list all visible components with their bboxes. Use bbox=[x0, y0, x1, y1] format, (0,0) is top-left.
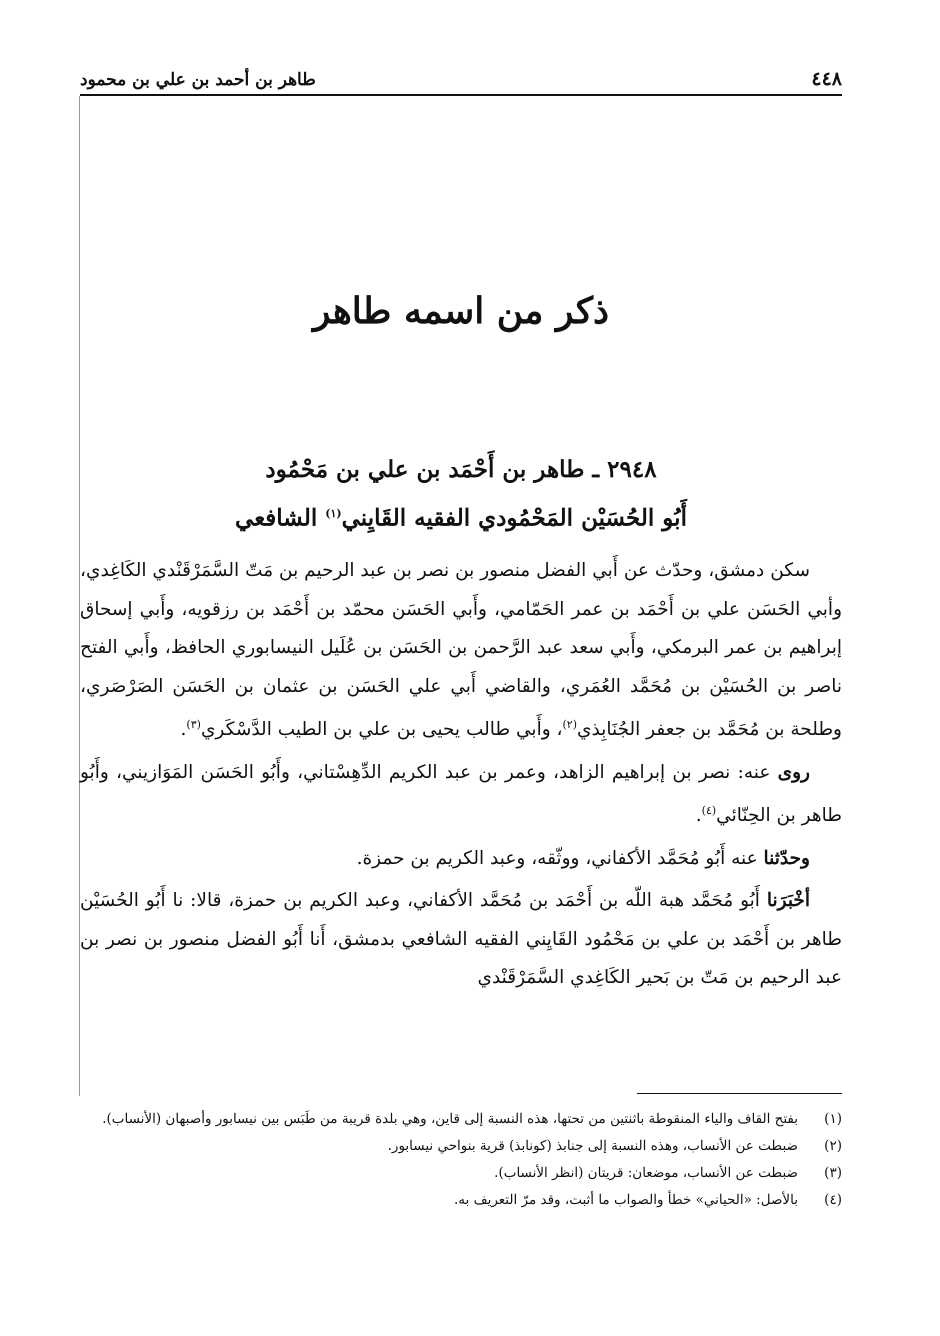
footnote bbox=[80, 1133, 842, 1160]
footnote-text: بفتح القاف والياء المنقوطة باثنتين من تحتها، هذه النسبة إلى قاين، وهي بلدة قريبة من طَبَس بين نيسابور وأصبهان (الأنساب). bbox=[102, 1111, 798, 1127]
footnote bbox=[80, 1160, 842, 1187]
paragraph-narration bbox=[80, 840, 842, 879]
footnote bbox=[80, 1187, 842, 1214]
para3-text: عنه أَبُو مُحَمَّد الأكفاني، ووثّقه، وعبد الكريم بن حمزة. bbox=[356, 847, 758, 869]
header-rule bbox=[80, 94, 842, 96]
footnote-ref-3[interactable]: (٣) bbox=[186, 718, 201, 731]
footnote-number: (٢) bbox=[824, 1138, 842, 1154]
footnote-text: ضبطت عن الأنساب، موضعان: قريتان (انظر الأنساب). bbox=[494, 1165, 798, 1181]
footnote bbox=[80, 1106, 842, 1133]
para4-lead: أخْبَرَنا bbox=[766, 890, 810, 912]
footnote-number: (٣) bbox=[824, 1165, 842, 1181]
footnote-number: (٤) bbox=[824, 1192, 842, 1208]
footnote-number: (١) bbox=[824, 1111, 842, 1127]
para1-part1: سكن دمشق، وحدّث عن أَبي الفضل منصور بن نصر بن عبد الرحيم بن مَتّ السَّمَرْقَنْدي الكَاغِدي، وأبي الحَسَن علي بن أَحْمَد بن عمر الحَمّامي، وأَبي الحَسَن محمّد بن أَحْمَد بن رزقويه، وأَبي إسحاق إبراهيم بن عمر البرمكي، وأَبي سعد عبد الرَّحمن بن الحَسَن بن عُلَيل النيسابوري الحافظ، وأَبي الفتح ناصر بن الحُسَيْن بن مُحَمَّد العُمَري، والقاضي أَبي علي الحَسَن بن عثمان بن الحَسَن الصَرْصَري، وطلحة بن مُحَمَّد بن جعفر الجُنَابِذي bbox=[80, 560, 842, 741]
para2-end: . bbox=[695, 805, 702, 827]
footnote-ref-2[interactable]: (٢) bbox=[562, 718, 578, 731]
para1-end: . bbox=[180, 719, 187, 741]
entry-title-madhhab: الشافعي bbox=[235, 504, 318, 532]
entry-title-name: أَبُو الحُسَيْن المَحْمُودي الفقيه القَايِني bbox=[341, 504, 687, 532]
section-title: ذكر من اسمه طاهر bbox=[312, 290, 610, 332]
footnote-divider bbox=[637, 1093, 842, 1094]
running-title: طاهر بن أحمد بن علي بن محمود bbox=[80, 70, 316, 90]
entry-title-line2 bbox=[80, 492, 842, 541]
paragraph-students bbox=[80, 754, 842, 836]
para3-lead: وحدّثنا bbox=[763, 847, 810, 869]
para4-text: أَبُو مُحَمَّد هبة اللّه بن أَحْمَد بن مُحَمَّد الأكفاني، وعبد الكريم بن حمزة، قالا: نا أَبُو الحُسَيْن طاهر بن أَحْمَد بن علي بن مَحْمُود القَايِني الفقيه الشافعي بدمشق، أَنا أَبُو الفضل منصور بن نصر بن عبد الرحيم بن مَتّ بن بَحير الكَاغِدي السَّمَرْقَنْدي bbox=[80, 890, 842, 989]
body-text bbox=[80, 552, 842, 1002]
entry-title-line1: ٢٩٤٨ ـ طاهر بن أَحْمَد بن علي بن مَحْمُود bbox=[265, 456, 657, 483]
entry-heading bbox=[80, 448, 842, 541]
footnote-text: بالأصل: «الحياني» خطأ والصواب ما أثبت، وقد مرّ التعريف به. bbox=[454, 1192, 798, 1208]
footnote-ref-4[interactable]: (٤) bbox=[701, 804, 717, 818]
footnote-ref-1[interactable]: (١) bbox=[325, 507, 342, 520]
footnote-text: ضبطت عن الأنساب، وهذه النسبة إلى جنابذ (كونابذ) قرية بنواحي نيسابور. bbox=[387, 1138, 798, 1154]
para2-text: عنه: نصر بن إبراهيم الزاهد، وعمر بن عبد الكريم الدِّهِسْتاني، وأَبُو الحَسَن المَوَازيني، وأَبُو طاهر بن الحِنّائي bbox=[80, 761, 842, 827]
footnotes bbox=[80, 1106, 842, 1214]
paragraph-isnad bbox=[80, 882, 842, 998]
para2-lead: روى bbox=[777, 761, 810, 783]
para1-part2: ، وأَبي طالب يحيى بن علي بن الطيب الدَّسْكَري bbox=[200, 719, 563, 741]
page-number: ٤٤٨ bbox=[811, 68, 842, 90]
paragraph-teachers bbox=[80, 552, 842, 750]
page-header bbox=[80, 58, 842, 90]
